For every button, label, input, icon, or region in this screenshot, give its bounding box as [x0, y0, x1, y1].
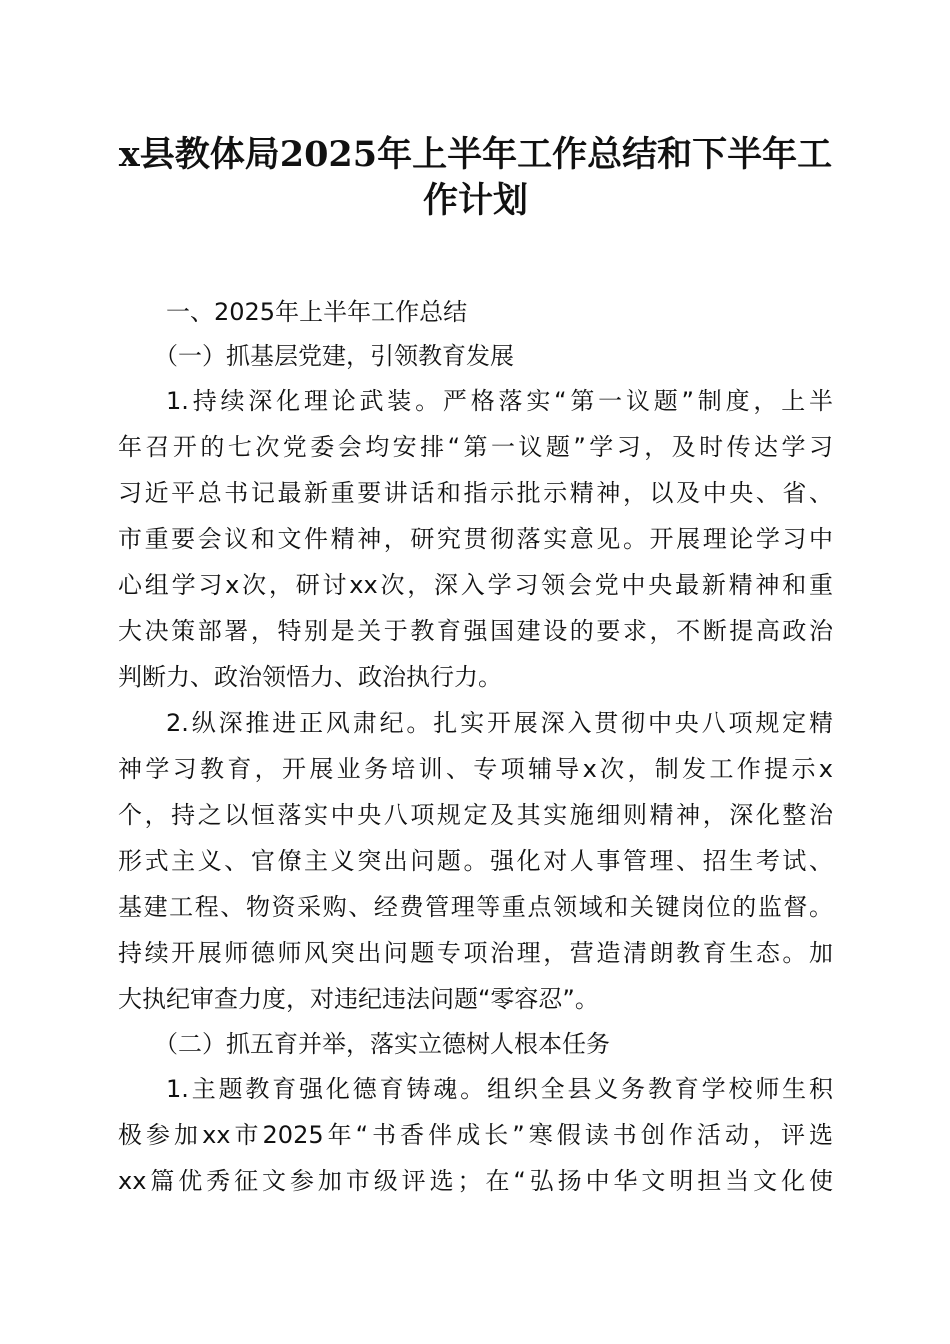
document-page	[118, 0, 833, 1204]
paragraph-line: 大执纪审查力度，对违纪违法问题“零容忍”。	[118, 985, 599, 1013]
paragraph-1	[118, 378, 833, 700]
paragraph-line: 心组学习x次，研讨xx次，深入学习领会党中央最新精神和重	[118, 571, 833, 599]
subsection-heading-2: （二）抓五育并举，落实立德树人根本任务	[154, 1030, 610, 1058]
paragraph-line: 极参加xx市2025年“书香伴成长”寒假读书创作活动，评选	[118, 1121, 833, 1149]
paragraph-line: 神学习教育，开展业务培训、专项辅导x次，制发工作提示x	[118, 755, 833, 783]
paragraph-line: 年召开的七次党委会均安排“第一议题”学习，及时传达学习	[118, 433, 833, 461]
document-title	[118, 132, 833, 224]
paragraph-line: 形式主义、官僚主义突出问题。强化对人事管理、招生考试、	[118, 847, 833, 875]
paragraph-line: 1.主题教育强化德育铸魂。组织全县义务教育学校师生积	[166, 1075, 833, 1103]
paragraph-3	[118, 1066, 833, 1204]
paragraph-line: 市重要会议和文件精神，研究贯彻落实意见。开展理论学习中	[118, 525, 833, 553]
paragraph-line: 判断力、政治领悟力、政治执行力。	[118, 663, 502, 691]
section-heading: 一、2025年上半年工作总结	[166, 298, 468, 326]
paragraph-line: 2.纵深推进正风肃纪。扎实开展深入贯彻中央八项规定精	[166, 709, 833, 737]
paragraph-line: 习近平总书记最新重要讲话和指示批示精神，以及中央、省、	[118, 479, 833, 507]
paragraph-line: 1.持续深化理论武装。严格落实“第一议题”制度，上半	[166, 387, 833, 415]
paragraph-line: xx篇优秀征文参加市级评选；在“弘扬中华文明担当文化使	[118, 1167, 833, 1195]
paragraph-line: 基建工程、物资采购、经费管理等重点领域和关键岗位的监督。	[118, 893, 833, 921]
subsection-heading-1: （一）抓基层党建，引领教育发展	[154, 342, 514, 370]
title-line-2: 作计划	[422, 180, 528, 221]
paragraph-line: 持续开展师德师风突出问题专项治理，营造清朗教育生态。加	[118, 939, 833, 967]
paragraph-line: 个，持之以恒落实中央八项规定及其实施细则精神，深化整治	[118, 801, 833, 829]
paragraph-line: 大决策部署，特别是关于教育强国建设的要求，不断提高政治	[118, 617, 833, 645]
paragraph-2	[118, 700, 833, 1022]
title-line-1: x县教体局2025年上半年工作总结和下半年工	[118, 134, 833, 175]
